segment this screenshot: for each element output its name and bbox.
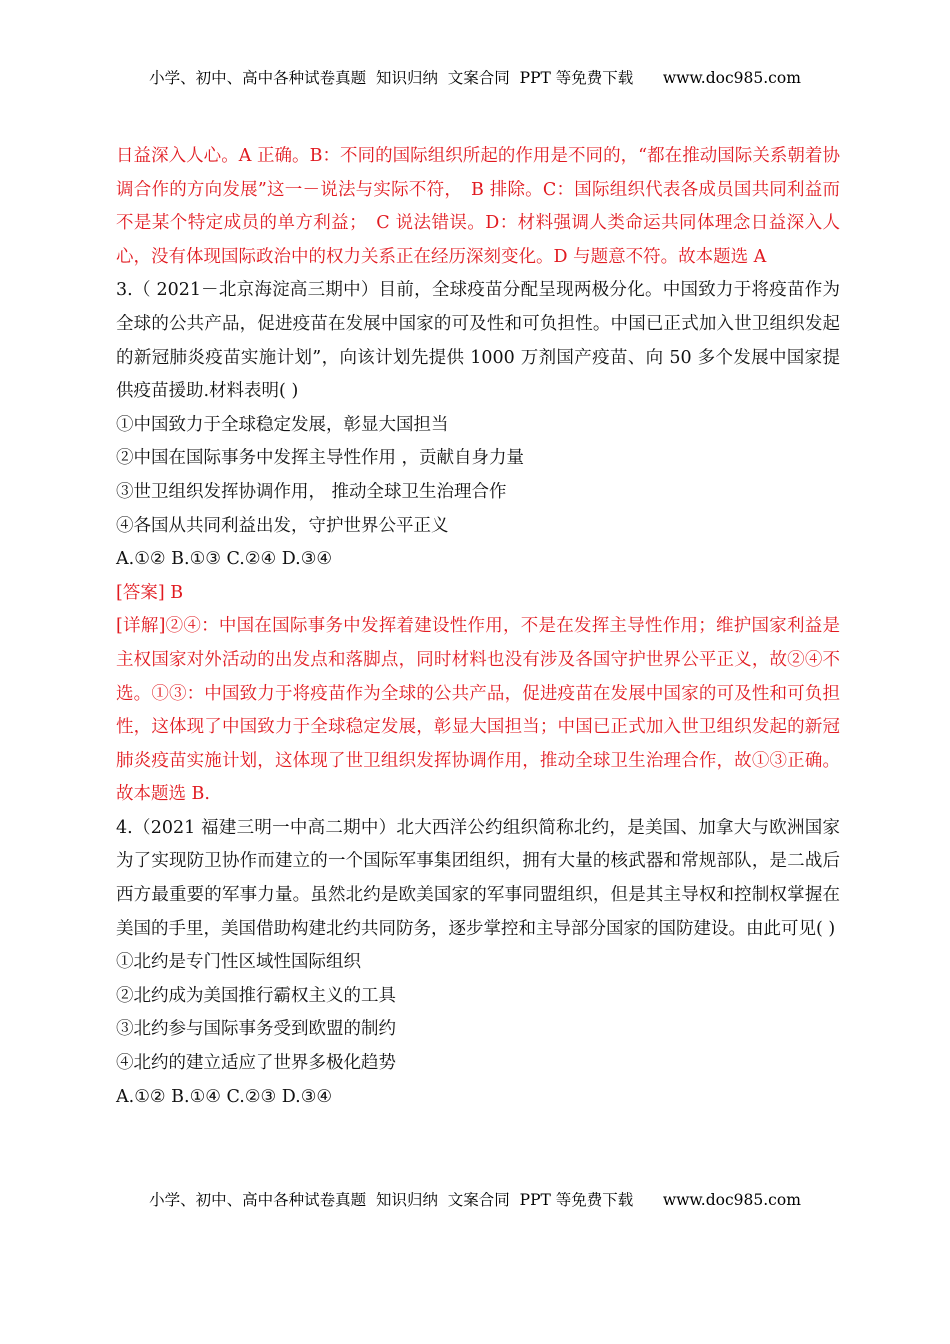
- question-3-stem: 3.（ 2021－北京海淀高三期中）目前，全球疫苗分配呈现两极分化。中国致力于将疫苗作为全球的公共产品，促进疫苗在发展中国家的可及性和可负担性。中国已正式加入世卫组织发起的新冠肺炎疫苗实施计划”，向该计划先提供 1000 万剂国产疫苗、向 50 多个发展中国家提供疫苗援助.材料表明( ): [116, 280, 840, 402]
- question-4-option-3: ③北约参与国际事务受到欧盟的制约: [116, 1019, 396, 1040]
- page-footer: 小学、初中、高中各种试卷真题 知识归纳 文案合同 PPT 等免费下载 www.doc985.com: [149, 1191, 801, 1209]
- question-3-detail: [详解]②④：中国在国际事务中发挥着建设性作用，不是在发挥主导性作用；维护国家利益是主权国家对外活动的出发点和落脚点，同时材料也没有涉及各国守护世界公平正义，故②④不选。①③：中国致力于将疫苗作为全球的公共产品，促进疫苗在发展中国家的可及性和可负担性，这体现了中国致力于全球稳定发展，彰显大国担当；中国已正式加入世卫组织发起的新冠肺炎疫苗实施计划，这体现了世卫组织发挥协调作用，推动全球卫生治理合作，故①③正确。故本题选 B.: [116, 616, 840, 805]
- question-3-option-4: ④各国从共同利益出发，守护世界公平正义: [116, 515, 449, 536]
- page-header: 小学、初中、高中各种试卷真题 知识归纳 文案合同 PPT 等免费下载 www.doc985.com: [149, 69, 801, 87]
- question-3: [116, 274, 840, 812]
- question-4: [116, 812, 840, 1114]
- question-4-option-1: ①北约是专门性区域性国际组织: [116, 952, 361, 973]
- question-3-option-3: ③世卫组织发挥协调作用， 推动全球卫生治理合作: [116, 481, 507, 502]
- question-4-choices: A.①② B.①④ C.②③ D.③④: [116, 1086, 333, 1107]
- question-4-stem: 4.（2021 福建三明一中高二期中）北大西洋公约组织简称北约，是美国、加拿大与欧洲国家为了实现防卫协作而建立的一个国际军事集团组织，拥有大量的核武器和常规部队，是二战后西方最重要的军事力量。虽然北约是欧美国家的军事同盟组织，但是其主导权和控制权掌握在美国的手里，美国借助构建北约共同防务，逐步掌控和主导部分国家的国防建设。由此可见( ): [116, 817, 840, 939]
- question-3-option-2: ②中国在国际事务中发挥主导性作用 ，贡献自身力量: [116, 448, 525, 469]
- question-4-option-2: ②北约成为美国推行霸权主义的工具: [116, 985, 396, 1006]
- question-3-choices: A.①② B.①③ C.②④ D.③④: [116, 549, 333, 570]
- question-4-option-4: ④北约的建立适应了世界多极化趋势: [116, 1053, 396, 1074]
- question-3-option-1: ①中国致力于全球稳定发展，彰显大国担当: [116, 414, 449, 435]
- previous-question-explanation: 日益深入人心。A 正确。B：不同的国际组织所起的作用是不同的，“都在推动国际关系朝着协调合作的方向发展”这一－说法与实际不符， B 排除。C：国际组织代表各成员国共同利益而不是某个特定成员的单方利益； C 说法错误。D：材料强调人类命运共同体理念日益深入人心，没有体现国际政治中的权力关系正在经历深刻变化。D 与题意不符。故本题选 A: [116, 146, 840, 267]
- question-3-answer: [答案] B: [116, 582, 184, 603]
- document-body: [116, 140, 840, 1114]
